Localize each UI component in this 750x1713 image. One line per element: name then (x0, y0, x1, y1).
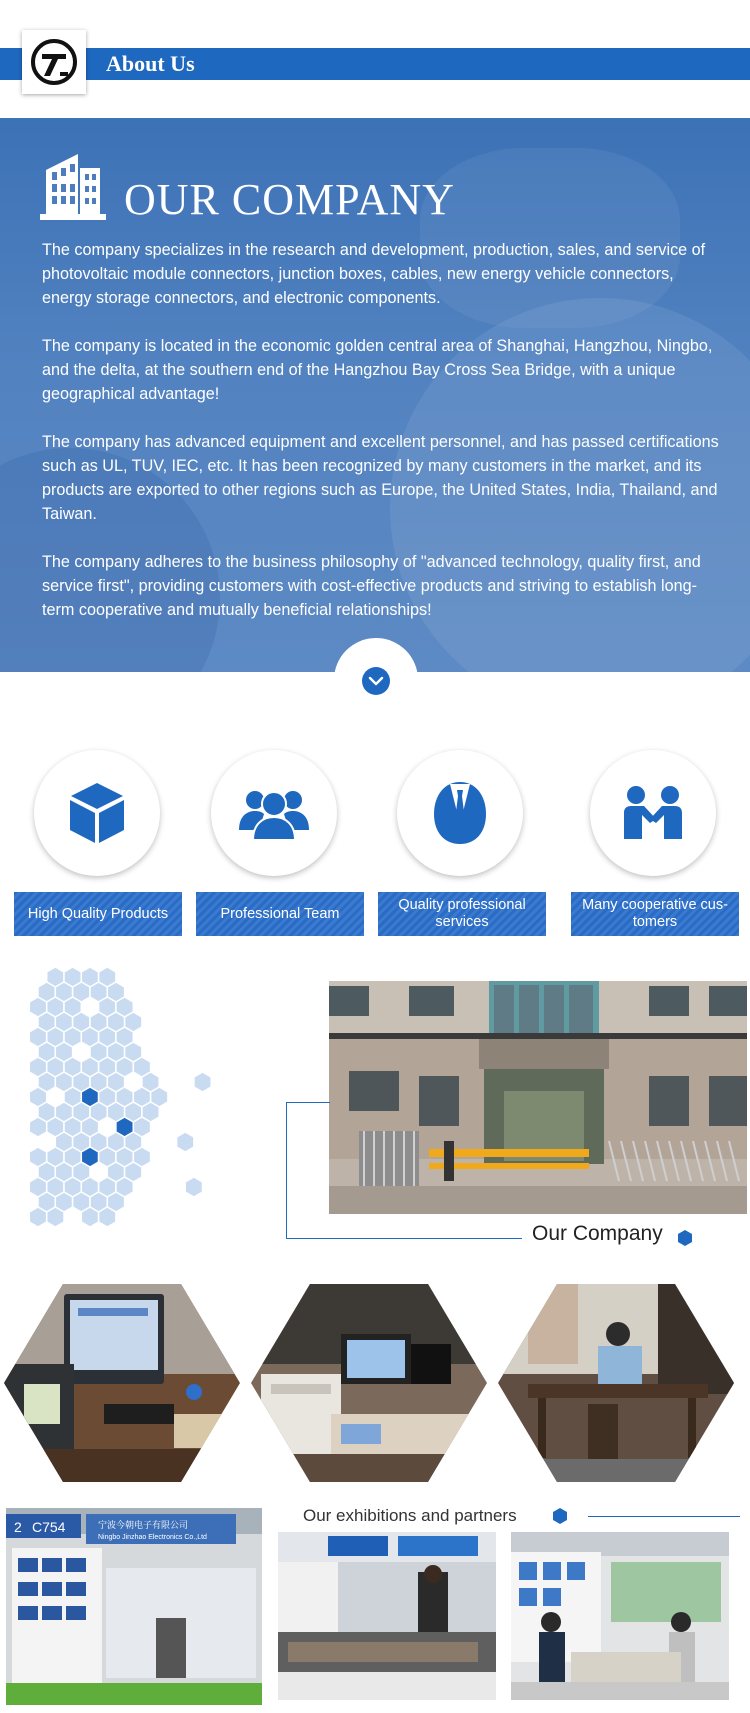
office-photo-3[interactable] (498, 1284, 734, 1482)
hexagon-bullet-icon (551, 1507, 569, 1525)
svg-text:2: 2 (14, 1519, 22, 1535)
hexagon-bullet-icon (676, 1229, 694, 1247)
scroll-down-button[interactable] (362, 667, 390, 695)
company-paragraph-1: The company specializes in the research and development, production, sales, and service of photovoltaic module connectors, junction boxes, cables, new energy vehicle connectors, energy storage connectors, and electronic components. (42, 241, 706, 307)
hexagon-cell (81, 1207, 98, 1227)
handshake-icon (622, 785, 684, 841)
page-title: About Us (106, 51, 195, 76)
feature-label-professional-services: Quality professional services (378, 892, 546, 936)
svg-text:C754: C754 (32, 1519, 66, 1535)
team-icon (237, 784, 311, 842)
exhibitions-title: Our exhibitions and partners (303, 1506, 517, 1525)
building-icon (40, 150, 106, 220)
exhibition-photo-1[interactable] (6, 1508, 262, 1705)
page-header (0, 0, 750, 110)
office-image-3 (498, 1284, 734, 1482)
company-logo[interactable] (22, 30, 86, 94)
office-image-2 (251, 1284, 487, 1482)
building-image (329, 981, 747, 1214)
cube-icon (68, 781, 126, 845)
company-heading: OUR COMPANY (124, 175, 455, 224)
exhibition-photo-3[interactable] (511, 1532, 729, 1700)
our-company-label: Our Company (532, 1222, 663, 1245)
company-paragraph-4: The company adheres to the business philosophy of "advanced technology, quality first, and service first", providing customers with cost-effective products and striving to establish long-term cooperative and mutually beneficial relationships! (42, 553, 701, 619)
feature-professional-team (211, 750, 337, 876)
hexagon-pattern-decoration (0, 965, 250, 1245)
hexagon-cell (29, 1117, 46, 1137)
feature-label-professional-team: Professional Team (196, 892, 364, 936)
exhibition-image-2 (278, 1532, 496, 1700)
hexagon-cell (185, 1177, 202, 1197)
hexagon-cell (194, 1072, 211, 1092)
hexagon-cell (177, 1132, 194, 1152)
feature-professional-services (397, 750, 523, 876)
hexagon-cell (29, 1207, 46, 1227)
office-image-1 (4, 1284, 240, 1482)
exhibitions-title-line (588, 1516, 740, 1517)
company-logo-icon (30, 38, 78, 86)
svg-text:Ningbo Jinzhao Electronics Co.: Ningbo Jinzhao Electronics Co.,Ltd (98, 1534, 207, 1541)
exhibition-image-3 (511, 1532, 729, 1700)
chevron-down-icon (368, 676, 384, 686)
office-photo-2[interactable] (251, 1284, 487, 1482)
feature-label-quality-products: High Quality Products (14, 892, 182, 936)
exhibition-photo-2[interactable] (278, 1532, 496, 1700)
hexagon-cell (47, 1207, 64, 1227)
company-building-photo[interactable] (329, 981, 747, 1214)
feature-label-cooperative-customers: Many cooperative cus-tomers (571, 892, 739, 936)
company-paragraph-2: The company is located in the economic golden central area of Shanghai, Hangzhou, Ningbo, and the delta, at the southern end of the Hangzhou Bay Cross Sea Bridge, with a unique geographical advantage! (42, 337, 713, 403)
hexagon-cell (99, 1207, 116, 1227)
exhibition-image-1 (6, 1508, 262, 1705)
svg-text:宁波今朝电子有限公司: 宁波今朝电子有限公司 (98, 1521, 189, 1531)
office-photo-1[interactable] (4, 1284, 240, 1482)
feature-quality-products (34, 750, 160, 876)
suit-tie-icon (432, 780, 488, 846)
company-paragraph-3: The company has advanced equipment and excellent personnel, and has passed certifications such as UL, TUV, IEC, etc. It has been recognized by many customers in the market, and its products are exported to other regions such as Europe, the United States, India, Thailand, and Taiwan. (42, 433, 719, 523)
feature-cooperative-customers (590, 750, 716, 876)
company-section (0, 118, 750, 672)
